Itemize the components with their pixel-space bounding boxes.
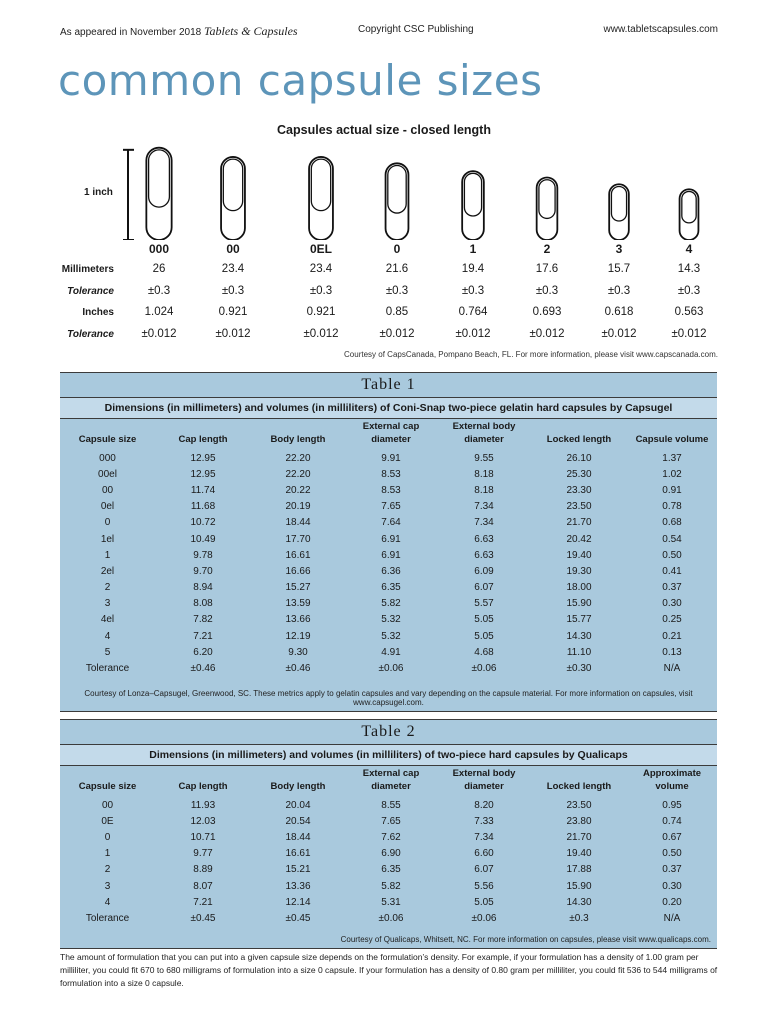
table-1-cell: 1.02: [662, 468, 682, 480]
table-2-cell: Tolerance: [85, 912, 130, 924]
table-2-row: [60, 797, 717, 813]
in-tolerance-value-3: ±0.012: [379, 327, 415, 340]
table-1-cell: ±0.46: [190, 663, 216, 675]
table-2-header-text: diameter: [464, 781, 504, 792]
table-2-header-5: [531, 767, 627, 797]
table-2-credit: Courtesy of Qualicaps, Whitsett, NC. For more information on capsules, please visit www.qualicaps.com.: [340, 935, 711, 944]
inches-value-7: 0.563: [674, 306, 704, 319]
capsule-shape-7: [680, 189, 699, 240]
table-1-cell: 6.09: [474, 565, 494, 577]
table-1-cell: 18.00: [566, 582, 592, 594]
table-2-header-2: [251, 767, 345, 797]
table-1-cell: 4.68: [474, 646, 494, 658]
table-1-cell: 5.05: [474, 630, 494, 642]
table-1-cell: ±0.30: [566, 663, 592, 675]
table-2-header-text: Body length: [270, 781, 326, 792]
table-2-cell: 0.95: [662, 799, 682, 811]
table-1-cell: 5.05: [474, 614, 494, 626]
table-2-cell: N/A: [663, 912, 681, 924]
table-2-body: [60, 797, 717, 927]
inches-row: [0, 305, 768, 326]
table-1-cell: 23.50: [566, 501, 592, 513]
table-2-row: [60, 862, 717, 878]
table-1-header-3: [345, 420, 437, 450]
table-1-cell: 9.91: [381, 452, 401, 464]
table-2-cell: 12.14: [285, 896, 311, 908]
table-2-cell: 14.30: [566, 896, 592, 908]
millimeters-value-4: 19.4: [461, 263, 485, 276]
table-1-cell: 0.68: [662, 517, 682, 529]
table-1-cell: 1.37: [662, 452, 682, 464]
table-1-cell: 0el: [100, 501, 115, 513]
millimeters-value-3: 21.6: [385, 263, 409, 276]
table-1-header-text: Capsule volume: [635, 434, 709, 445]
table-1-header-1: [155, 420, 251, 450]
inches-value-5: 0.693: [532, 306, 562, 319]
capsule-size-grid: [0, 241, 768, 348]
table-1-cell: 8.18: [474, 484, 494, 496]
table-1-row: [60, 628, 717, 644]
table-1-cell: 12.95: [190, 452, 216, 464]
table-1-header-4: [437, 420, 531, 450]
table-1-subtitle: Dimensions (in millimeters) and volumes (in milliliters) of Coni-Snap two-piece gelatin hard capsules by Capsugel: [60, 397, 717, 419]
millimeters-value-6: 15.7: [607, 263, 631, 276]
table-1-credit: Courtesy of Lonza–Capsugel, Greenwood, SC. These metrics apply to gelatin capsules and vary depending on the capsule material. For more information on capsules, visit www.capsugel.com.: [84, 689, 693, 707]
table-1-body: [60, 450, 717, 677]
table-2-header-text: diameter: [371, 781, 411, 792]
table-1-header-text: External cap: [362, 421, 420, 432]
in-tolerance-value-1: ±0.012: [215, 327, 251, 340]
table-2-panel: [60, 719, 717, 949]
in-tolerance-label: Tolerance: [67, 328, 114, 340]
table-2-cell: 8.20: [474, 799, 494, 811]
table-1-cell: 0.30: [662, 598, 682, 610]
table-2-header-text: Cap length: [178, 781, 228, 792]
table-1-cell: 7.34: [474, 517, 494, 529]
table-1-cell: 0: [104, 517, 111, 529]
table-1-cell: 000: [99, 452, 116, 464]
table-1-cell: 7.64: [381, 517, 401, 529]
table-1-cell: 6.20: [193, 646, 213, 658]
table-1-row: [60, 596, 717, 612]
mm-tolerance-label: Tolerance: [67, 285, 114, 297]
table-1-cell: 8.53: [381, 484, 401, 496]
table-2-cell: 15.21: [285, 864, 311, 876]
table-1-cell: ±0.46: [285, 663, 311, 675]
table-2-cell: 0.67: [662, 831, 682, 843]
table-1-cell: 5: [104, 646, 111, 658]
capsule-shape-6: [609, 184, 629, 240]
table-1-cell: 8.18: [474, 468, 494, 480]
table-2-cell: 23.50: [566, 799, 592, 811]
table-2-cell: 7.33: [474, 815, 494, 827]
table-1-cell: 6.35: [381, 582, 401, 594]
table-1-row: [60, 499, 717, 515]
in-tolerance-value-4: ±0.012: [455, 327, 491, 340]
mm-tolerance-value-5: ±0.3: [535, 284, 559, 297]
table-2-cell: 3: [104, 880, 111, 892]
table-1-cell: 15.77: [566, 614, 592, 626]
table-1-cell: ±0.06: [378, 663, 404, 675]
table-1-row: [60, 466, 717, 482]
table-2-cell: 12.03: [190, 815, 216, 827]
table-1-cell: 13.59: [285, 598, 311, 610]
table-1-header-text: Body length: [270, 434, 326, 445]
table-2-header-text: Capsule size: [78, 781, 137, 792]
capsule-size-name-7: 4: [685, 242, 693, 256]
table-2-cell: 13.36: [285, 880, 311, 892]
table-1-header-text: External body: [452, 421, 516, 432]
table-2-cell: 6.90: [381, 848, 401, 860]
table-1-cell: 13.66: [285, 614, 311, 626]
table-1-cell: 6.07: [474, 582, 494, 594]
table-1-header-text: Capsule size: [78, 434, 137, 445]
capsule-shape-0: [146, 148, 171, 240]
inches-value-0: 1.024: [144, 306, 174, 319]
millimeters-value-0: 26: [152, 263, 166, 276]
in-tolerance-row: [0, 327, 768, 348]
table-1-row: [60, 612, 717, 628]
table-1-header-6: [627, 420, 717, 450]
inches-value-6: 0.618: [604, 306, 634, 319]
capsule-size-name-6: 3: [615, 242, 623, 256]
table-1-cell: 11.74: [190, 484, 216, 496]
table-1-row: [60, 563, 717, 579]
website-link[interactable]: www.tabletscapsules.com: [603, 24, 718, 35]
table-2-row: [60, 829, 717, 845]
table-1-cell: 0.78: [662, 501, 682, 513]
table-1-cell: 0.13: [662, 646, 682, 658]
table-2-cell: 5.31: [381, 896, 401, 908]
table-2-row: [60, 846, 717, 862]
footnote: The amount of formulation that you can put into a given capsule size depends on the formulation’s density. For example, if your formulation has a density of 1.00 gram per milliliter, you could fit 670 to 680 milligrams of formulation into a size 0 capsule. If your formulation has a density of 0.80 gram per milliliter, you could fit 536 to 544 milligrams of formulation into a size 0 capsule.: [60, 952, 718, 988]
table-2-cell: 0E: [101, 815, 114, 827]
table-2-cell: ±0.06: [471, 912, 497, 924]
table-1-cell: 9.30: [288, 646, 308, 658]
table-1-cell: 6.91: [381, 533, 401, 545]
table-2-row: [60, 910, 717, 926]
millimeters-value-5: 17.6: [535, 263, 559, 276]
table-1-row: [60, 580, 717, 596]
table-2: [60, 767, 717, 927]
table-1-cell: 23.30: [566, 484, 592, 496]
mm-tolerance-value-4: ±0.3: [461, 284, 485, 297]
table-2-cell: 7.65: [381, 815, 401, 827]
table-1-header-2: [251, 420, 345, 450]
table-1-cell: 7.82: [193, 614, 213, 626]
table-2-cell: 0.20: [662, 896, 682, 908]
table-1-cell: 19.30: [566, 565, 592, 577]
capsule-shape-4: [462, 171, 484, 240]
table-1-cell: 16.61: [285, 549, 311, 561]
table-2-header-text: Locked length: [546, 781, 612, 792]
table-1-cell: 5.32: [381, 630, 401, 642]
table-2-header-text: volume: [655, 781, 689, 792]
table-1-cell: 20.42: [566, 533, 592, 545]
table-1-cell: 0.25: [662, 614, 682, 626]
capsule-chart-heading: Capsules actual size - closed length: [277, 123, 491, 137]
table-1-cell: 21.70: [566, 517, 592, 529]
table-1-cell: 6.63: [474, 549, 494, 561]
millimeters-value-7: 14.3: [677, 263, 701, 276]
table-2-cell: 2: [104, 864, 111, 876]
table-2-cell: 23.80: [566, 815, 592, 827]
table-1-cell: 00: [101, 484, 114, 496]
table-1-cell: 5.57: [474, 598, 494, 610]
table-1-cell: ±0.06: [471, 663, 497, 675]
table-1-cell: 15.90: [566, 598, 592, 610]
table-1-cell: 20.19: [285, 501, 311, 513]
capsule-shape-5: [537, 178, 558, 240]
table-1-cell: 19.40: [566, 549, 592, 561]
in-tolerance-value-7: ±0.012: [671, 327, 707, 340]
table-1-cell: 3: [104, 598, 111, 610]
in-tolerance-value-0: ±0.012: [141, 327, 177, 340]
table-2-row: [60, 878, 717, 894]
table-1-header-0: [60, 420, 155, 450]
table-1-cell: 12.95: [190, 468, 216, 480]
table-2-cell: 1: [104, 848, 111, 860]
table-2-cell: 7.34: [474, 831, 494, 843]
table-1-cell: 16.66: [285, 565, 311, 577]
table-1-cell: 5.82: [381, 598, 401, 610]
table-1-row: [60, 482, 717, 498]
table-1-cell: 9.70: [193, 565, 213, 577]
table-1-header-text: diameter: [464, 434, 504, 445]
table-1-cell: 22.20: [285, 452, 311, 464]
millimeters-value-2: 23.4: [309, 263, 333, 276]
table-1-cell: 6.63: [474, 533, 494, 545]
table-1-cell: 15.27: [285, 582, 311, 594]
table-2-cell: 20.54: [285, 815, 311, 827]
table-2-cell: 8.07: [193, 880, 213, 892]
table-1-cell: 20.22: [285, 484, 311, 496]
table-1-cell: 14.30: [566, 630, 592, 642]
table-1-header-text: Cap length: [178, 434, 228, 445]
table-1-cell: 12.19: [285, 630, 311, 642]
table-1-cell: 7.65: [381, 501, 401, 513]
table-1-cell: N/A: [663, 663, 681, 675]
table-1-cell: 5.32: [381, 614, 401, 626]
table-1-cell: 7.21: [193, 630, 213, 642]
table-1-cell: 8.53: [381, 468, 401, 480]
table-2-cell: 7.62: [381, 831, 401, 843]
millimeters-row: [0, 262, 768, 283]
inches-label: Inches: [82, 307, 114, 319]
table-2-cell: 8.89: [193, 864, 213, 876]
table-1-header-5: [531, 420, 627, 450]
table-2-cell: 19.40: [566, 848, 592, 860]
table-2-cell: ±0.3: [569, 912, 589, 924]
table-1-row: [60, 515, 717, 531]
mm-tolerance-value-3: ±0.3: [385, 284, 409, 297]
table-2-cell: 6.07: [474, 864, 494, 876]
capsule-size-name-2: 0EL: [309, 242, 332, 256]
table-1-cell: 9.78: [193, 549, 213, 561]
table-1-cell: 26.10: [566, 452, 592, 464]
table-1-cell: 2el: [100, 565, 115, 577]
capsule-size-name-4: 1: [469, 242, 477, 256]
capsule-size-names-row: [0, 241, 768, 262]
table-2-cell: ±0.45: [190, 912, 216, 924]
table-1-header-text: diameter: [371, 434, 411, 445]
table-2-title: Table 2: [361, 723, 416, 740]
table-1-cell: 6.91: [381, 549, 401, 561]
table-2-header-text: Approximate: [642, 768, 702, 779]
capsule-chart-credit: Courtesy of CapsCanada, Pompano Beach, FL. For more information, please visit www.capscanada.com.: [344, 350, 718, 359]
table-1-cell: 0.21: [662, 630, 682, 642]
table-2-cell: 5.56: [474, 880, 494, 892]
in-tolerance-value-2: ±0.012: [303, 327, 339, 340]
table-2-header-0: [60, 767, 155, 797]
table-1-cell: 17.70: [285, 533, 311, 545]
table-2-header-1: [155, 767, 251, 797]
mm-tolerance-value-2: ±0.3: [309, 284, 333, 297]
table-1-cell: 2: [104, 582, 111, 594]
table-2-cell: 5.05: [474, 896, 494, 908]
capsule-shape-1: [221, 157, 245, 240]
capsule-shape-3: [386, 163, 409, 240]
table-1-cell: 1el: [100, 533, 115, 545]
publication-name: Tablets & Capsules: [203, 24, 298, 38]
capsule-size-name-3: 0: [393, 242, 401, 256]
table-2-subtitle: Dimensions (in millimeters) and volumes (in milliliters) of two-piece hard capsules by Qualicaps: [60, 744, 717, 766]
table-1-title: Table 1: [361, 376, 416, 393]
table-1-cell: 00el: [98, 468, 117, 480]
inches-value-1: 0.921: [218, 306, 248, 319]
table-1-panel: [60, 372, 717, 712]
millimeters-value-1: 23.4: [221, 263, 245, 276]
inches-value-2: 0.921: [306, 306, 336, 319]
table-1-header-text: Locked length: [546, 434, 612, 445]
capsule-size-name-1: 00: [226, 242, 240, 256]
table-2-cell: 21.70: [566, 831, 592, 843]
table-2-cell: 10.71: [190, 831, 216, 843]
table-1-row: [60, 644, 717, 660]
table-2-cell: 0.74: [662, 815, 682, 827]
table-2-cell: 4: [104, 896, 111, 908]
table-2-cell: ±0.45: [285, 912, 311, 924]
page-title: common capsule sizes: [58, 56, 543, 105]
table-2-cell: 20.04: [285, 799, 311, 811]
appeared-note: [60, 24, 298, 39]
table-1-cell: 0.41: [662, 565, 682, 577]
in-tolerance-value-6: ±0.012: [601, 327, 637, 340]
table-1-cell: 4: [104, 630, 111, 642]
table-2-cell: 0.30: [662, 880, 682, 892]
table-1-cell: 7.34: [474, 501, 494, 513]
table-2-row: [60, 813, 717, 829]
mm-tolerance-value-6: ±0.3: [607, 284, 631, 297]
table-1-cell: 10.49: [190, 533, 216, 545]
table-2-cell: ±0.06: [378, 912, 404, 924]
table-1-cell: 18.44: [285, 517, 311, 529]
table-1-cell: 9.55: [474, 452, 494, 464]
in-tolerance-value-5: ±0.012: [529, 327, 565, 340]
table-2-header-6: [627, 767, 717, 797]
table-2-header-text: External body: [452, 768, 516, 779]
table-1-cell: Tolerance: [85, 663, 130, 675]
table-1-row: [60, 531, 717, 547]
table-2-cell: 9.77: [193, 848, 213, 860]
inches-value-4: 0.764: [458, 306, 488, 319]
table-2-cell: 6.60: [474, 848, 494, 860]
millimeters-label: Millimeters: [61, 264, 114, 276]
table-1-cell: 11.10: [566, 646, 592, 658]
table-1-cell: 6.36: [381, 565, 401, 577]
table-1-cell: 25.30: [566, 468, 592, 480]
table-2-cell: 8.55: [381, 799, 401, 811]
table-2-cell: 6.35: [381, 864, 401, 876]
table-2-header-3: [345, 767, 437, 797]
capsule-shape-2: [309, 157, 333, 240]
table-2-cell: 5.82: [381, 880, 401, 892]
table-2-header-text: External cap: [362, 768, 420, 779]
table-1-cell: 0.50: [662, 549, 682, 561]
table-1-row: [60, 660, 717, 676]
table-1-cell: 11.68: [190, 501, 216, 513]
table-2-cell: 11.93: [190, 799, 216, 811]
table-2-cell: 18.44: [285, 831, 311, 843]
capsule-illustration: [0, 140, 768, 240]
table-1-cell: 8.94: [193, 582, 213, 594]
table-1-cell: 22.20: [285, 468, 311, 480]
table-2-cell: 00: [101, 799, 114, 811]
table-2-cell: 15.90: [566, 880, 592, 892]
table-2-cell: 17.88: [566, 864, 592, 876]
table-1-header-row: [60, 420, 717, 450]
table-2-cell: 0: [104, 831, 111, 843]
mm-tolerance-row: [0, 284, 768, 305]
capsule-size-name-5: 2: [543, 242, 551, 256]
table-2-row: [60, 894, 717, 910]
table-2-cell: 0.37: [662, 864, 682, 876]
table-1-cell: 0.91: [662, 484, 682, 496]
inches-value-3: 0.85: [385, 306, 409, 319]
table-1-cell: 4el: [100, 614, 115, 626]
table-1-cell: 4.91: [381, 646, 401, 658]
mm-tolerance-value-1: ±0.3: [221, 284, 245, 297]
table-1-cell: 8.08: [193, 598, 213, 610]
appeared-text: As appeared in November 2018: [60, 27, 202, 38]
table-2-header-4: [437, 767, 531, 797]
table-2-cell: 7.21: [193, 896, 213, 908]
table-1-cell: 10.72: [190, 517, 216, 529]
table-1-cell: 0.54: [662, 533, 682, 545]
scale-label: 1 inch: [84, 187, 113, 198]
table-1: [60, 420, 717, 677]
mm-tolerance-value-7: ±0.3: [677, 284, 701, 297]
table-1-row: [60, 450, 717, 466]
copyright-text: Copyright CSC Publishing: [358, 24, 474, 35]
capsule-size-name-0: 000: [148, 242, 170, 256]
table-2-cell: 16.61: [285, 848, 311, 860]
table-1-cell: 0.37: [662, 582, 682, 594]
table-2-cell: 0.50: [662, 848, 682, 860]
table-2-header-row: [60, 767, 717, 797]
table-1-cell: 1: [104, 549, 111, 561]
mm-tolerance-value-0: ±0.3: [147, 284, 171, 297]
page-header: [60, 24, 718, 38]
table-1-row: [60, 547, 717, 563]
